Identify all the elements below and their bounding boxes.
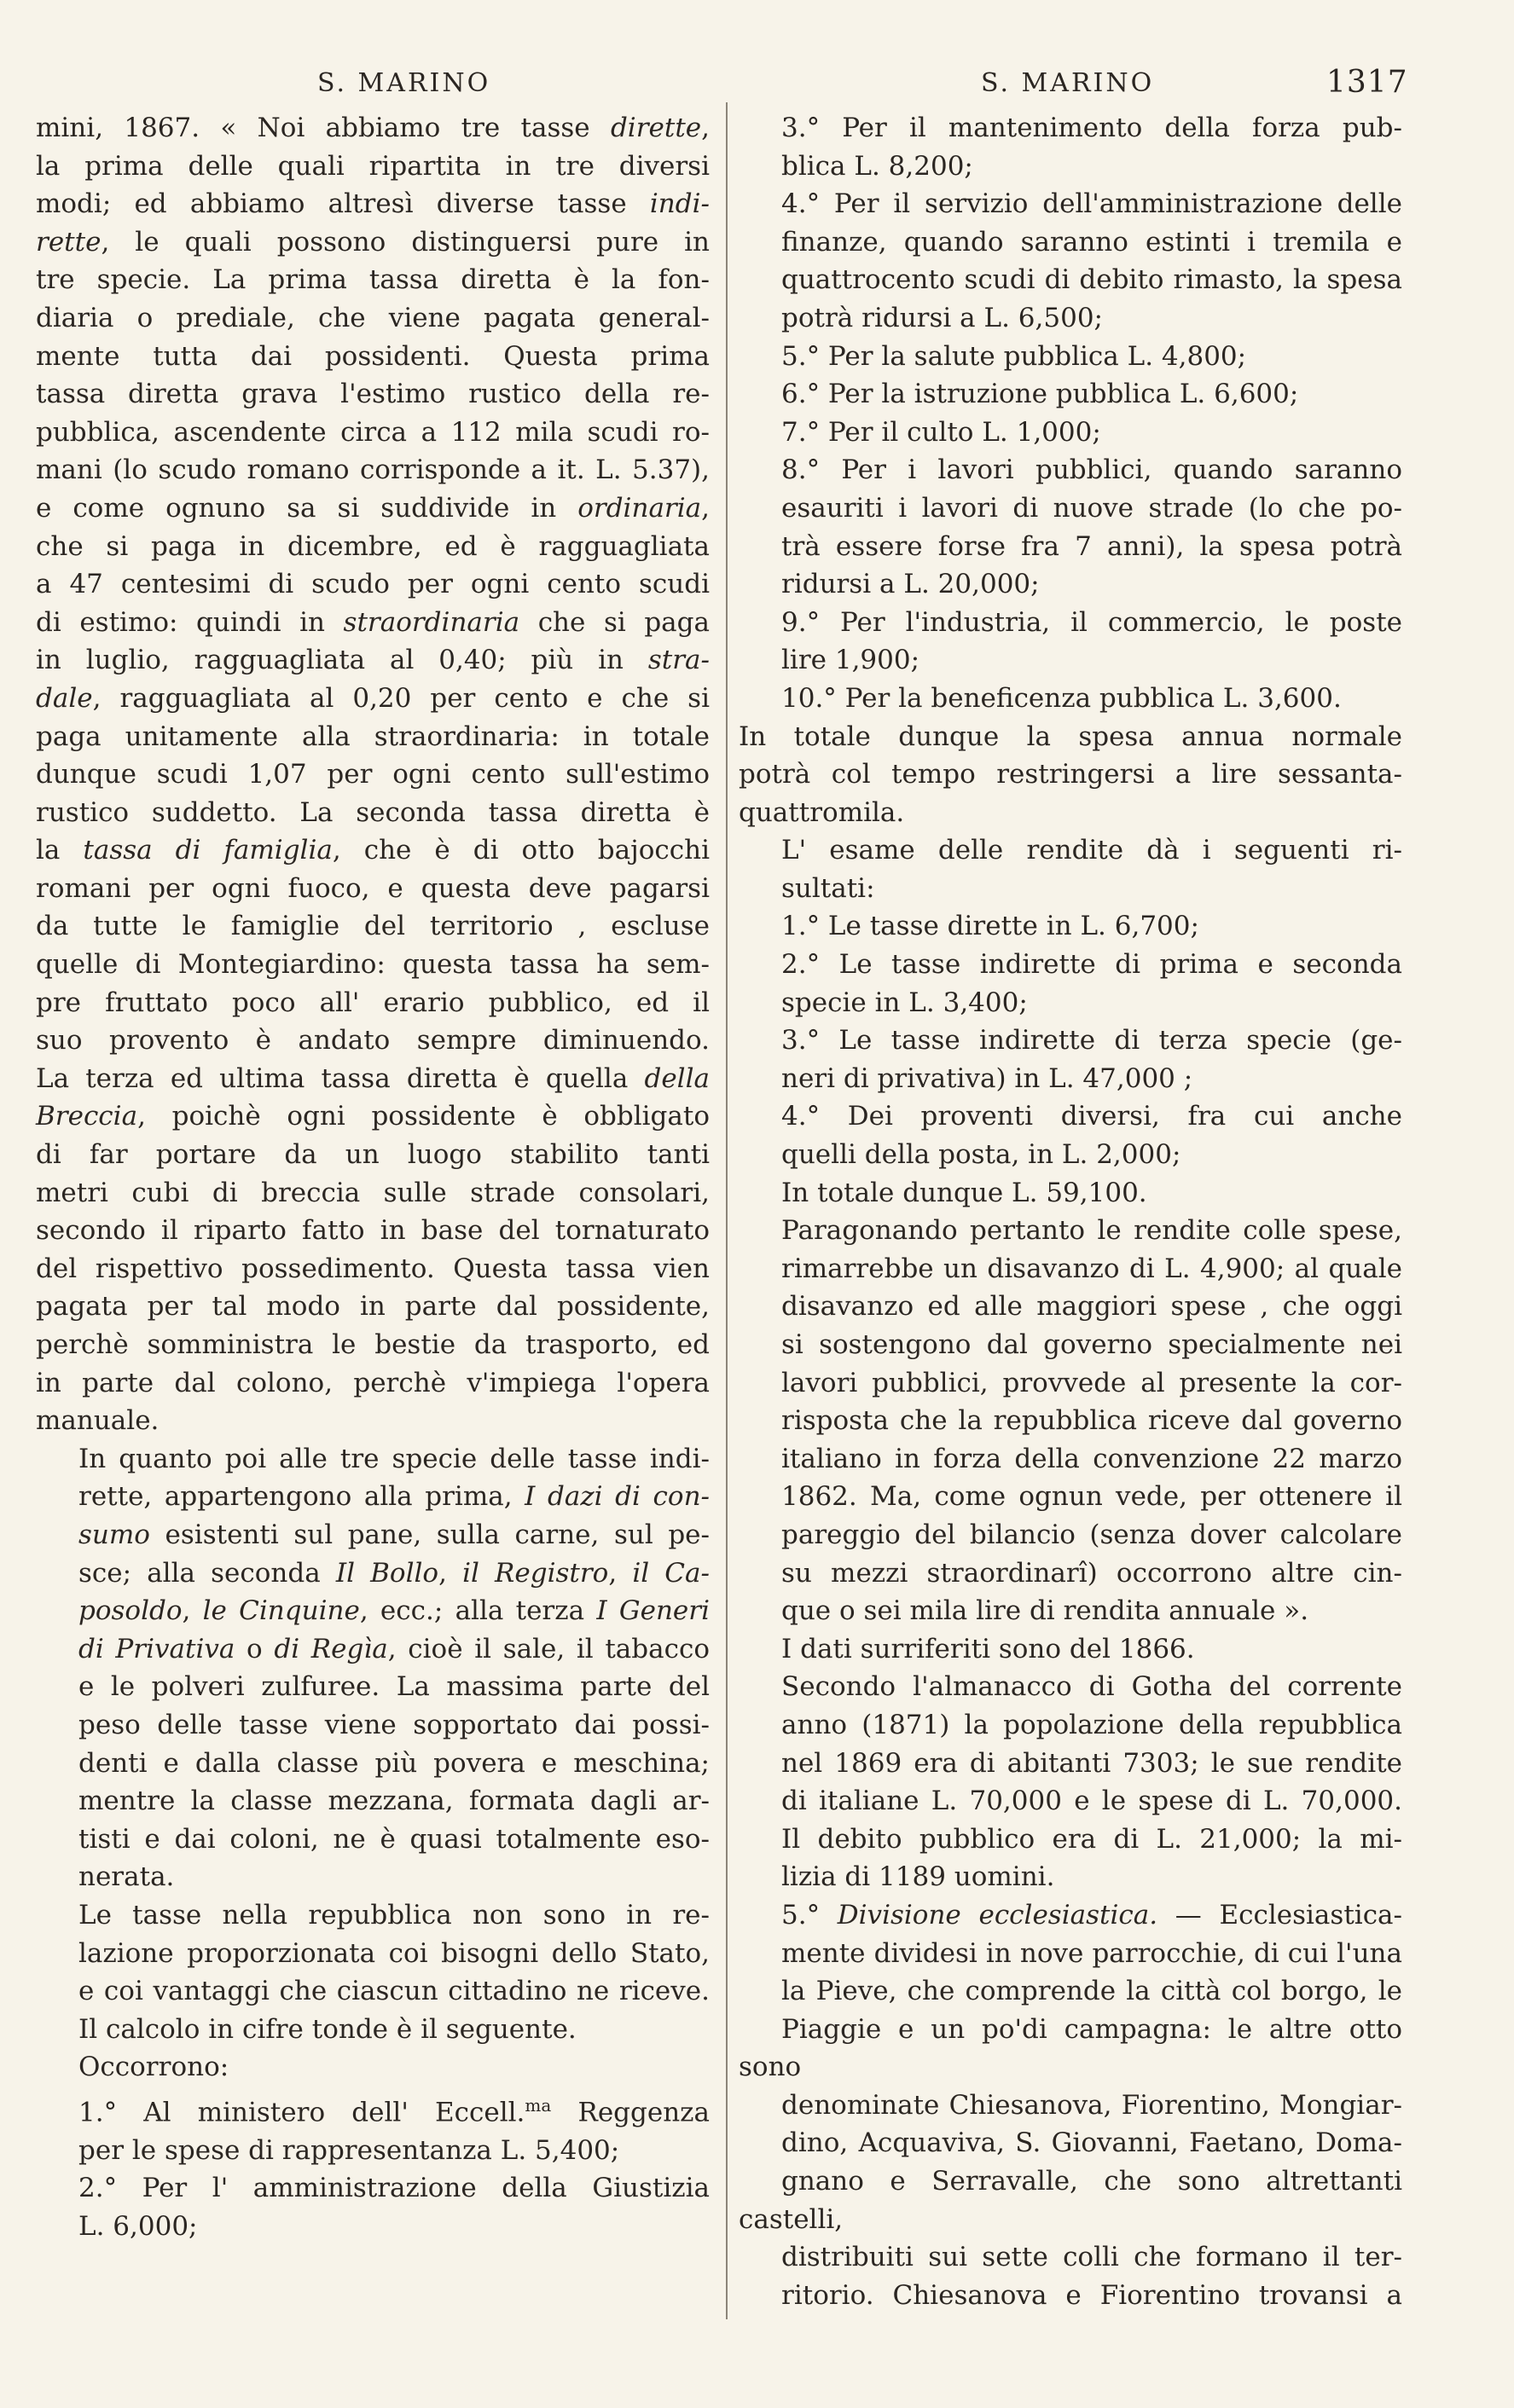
left-column [36,109,710,2246]
text-line: in parte dal colono, perchè v'impiega l'opera [36,1367,710,1398]
text-line: anno (1871) la popolazione della repubblica [781,1709,1402,1740]
text-line: rustico suddetto. La seconda tassa diretta è [36,796,710,828]
text-line: da tutte le famiglie del territorio , escluse [36,911,710,942]
text-line: paga unitamente alla straordinaria: in totale [36,721,710,752]
text-line: mente tutta dai possidenti. Questa prima [36,340,710,372]
text-line: in luglio, ragguagliata al 0,40; più in stra- [36,645,710,676]
paragraph [739,1630,1402,1669]
text-line: manuale. [36,1405,160,1437]
text-line: ridursi a L. 20,000; [781,569,1040,600]
text-line: mani (lo scudo romano corrisponde a it. L. 5.37), [36,454,710,486]
text-line: mentre la classe mezzana, formata dagli ar- [78,1786,710,1817]
text-line: blica L. 8,200; [781,150,973,182]
text-line: tisti e dai coloni, ne è quasi totalmente eso- [78,1823,710,1855]
text-line: peso delle tasse viene sopportato dai possi- [78,1709,710,1740]
paragraph [739,1896,1402,2315]
text-line: 2.° Le tasse indirette di prima e seconda [781,949,1402,981]
text-line: 1862. Ma, come ognun vede, per ottenere il [781,1481,1402,1513]
text-line: posoldo, le Cinquine, ecc.; alla terza I Generi [78,1595,710,1627]
text-line: di far portare da un luogo stabilito tanti [36,1139,710,1171]
text-line: quattrocento scudi di debito rimasto, la spesa [781,264,1402,296]
text-line: esauriti i lavori di nuove strade (lo che po- [781,492,1402,524]
text-line: potrà ridursi a L. 6,500; [781,302,1103,333]
text-line: ritorio. Chiesanova e Fiorentino trovansi a [781,2279,1402,2311]
text-line: potrà col tempo restringersi a lire sessanta- [739,759,1402,790]
text-line: L' esame delle rendite dà i seguenti ri- [781,835,1402,866]
paragraph [739,375,1402,414]
text-line: finanze, quando saranno estinti i tremila e [781,226,1402,258]
text-line: rette, le quali possono distinguersi pure in [36,226,710,258]
text-line: pubblica, ascendente circa a 112 mila scudi ro- [36,416,710,448]
text-line: Il debito pubblico era di L. 21,000; la mi- [781,1823,1402,1855]
text-line: 3.° Per il mantenimento della forza pub- [781,113,1402,143]
text-line: sumo esistenti sul pane, sulla carne, sul pe- [78,1519,710,1550]
text-line: nerata. [78,1861,175,1893]
paragraph [739,414,1402,452]
paragraph [739,1212,1402,1630]
text-line: quattromila. [739,796,905,828]
text-line: Le tasse nella repubblica non sono in re- [78,1899,710,1930]
text-line: di estimo: quindi in straordinaria che si paga [36,606,710,638]
text-line: la Pieve, che comprende la città col borgo, le [781,1976,1402,2007]
text-line: trà essere forse fra 7 anni), la spesa potrà [781,530,1402,562]
text-line: la prima delle quali ripartita in tre diversi [36,150,710,182]
paragraph [739,946,1402,1022]
text-line: specie in L. 3,400; [781,987,1028,1018]
text-line: L. 6,000; [78,2210,198,2242]
text-line: diaria o prediale, che viene pagata general- [36,302,710,333]
text-line: di Privativa o di Regìa, cioè il sale, il tabacco [78,1633,711,1664]
text-line: Secondo l'almanacco di Gotha del corrente [781,1671,1402,1703]
paragraph [739,907,1402,946]
text-line: disavanzo ed alle maggiori spese , che oggi [781,1291,1402,1323]
paragraph [739,338,1402,376]
text-line: gnano e Serravalle, che sono altrettanti castelli, [739,2166,1402,2235]
text-line: la tassa di famiglia, che è di otto bajocchi [36,835,710,866]
text-line: dino, Acquaviva, S. Giovanni, Faetano, Doma- [781,2127,1402,2159]
text-line: 3.° Le tasse indirette di terza specie (ge- [781,1025,1402,1056]
text-line: La terza ed ultima tassa diretta è quella della [36,1062,710,1094]
text-line: lizia di 1189 uomini. [781,1861,1055,1893]
text-line: lire 1,900; [781,645,920,676]
text-line: del rispettivo possedimento. Questa tassa vien [36,1253,710,1284]
text-line: 6.° Per la istruzione pubblica L. 6,600; [781,379,1299,410]
text-line: nel 1869 era di abitanti 7303; le sue rendite [781,1747,1402,1779]
text-line: pareggio del bilancio (senza dover calcolare [781,1519,1402,1550]
text-line: 1.° Al ministero dell' Eccell.$^{ma}$ Reggenza [78,2094,710,2128]
text-line: e come ognuno sa si suddivide in ordinaria, [36,492,710,524]
paragraph [739,1174,1402,1213]
text-line: que o sei mila lire di rendita annuale ». [781,1595,1309,1627]
text-line: 1.° Le tasse dirette in L. 6,700; [781,911,1199,942]
text-line: neri di privativa) in L. 47,000 ; [781,1062,1193,1094]
text-line: 8.° Per i lavori pubblici, quando saranno [781,454,1402,486]
paragraph [739,109,1402,185]
text-line: sce; alla seconda Il Bollo, il Registro, il Ca- [78,1557,710,1589]
paragraph [36,2048,710,2087]
text-line: e le polveri zulfuree. La massima parte del [78,1671,710,1703]
text-line: rimarrebbe un disavanzo di L. 4,900; al quale [781,1253,1402,1284]
paragraph [36,2169,710,2245]
text-line: di italiane L. 70,000 e le spese di L. 70,000. [781,1786,1402,1817]
paragraph [739,680,1402,718]
text-line: 5.° Per la salute pubblica L. 4,800; [781,340,1247,372]
right-column [739,109,1402,2314]
paragraph [739,604,1402,680]
text-line: rette, appartengono alla prima, I dazi di con- [78,1481,711,1513]
text-line: 9.° Per l'industria, il commercio, le poste [781,606,1402,638]
text-line: 7.° Per il culto L. 1,000; [781,416,1101,448]
text-line: lavori pubblici, provvede al presente la cor- [781,1367,1402,1398]
text-line: lazione proporzionata coi bisogni dello Stato, [78,1937,710,1969]
text-line: pre fruttato poco all' erario pubblico, ed il [36,987,710,1018]
text-line: distribuiti sui sette colli che formano il ter- [781,2242,1402,2273]
paragraph [739,185,1402,337]
text-line: si sostengono dal governo specialmente nei [781,1329,1402,1360]
text-line: dunque scudi 1,07 per ogni cento sull'estimo [36,759,710,790]
text-line: mente dividesi in nove parrocchie, di cui l'una [781,1937,1402,1969]
text-line: su mezzi straordinarî) occorrono altre cin- [781,1557,1402,1589]
text-line: 4.° Dei proventi diversi, fra cui anche [781,1101,1402,1132]
text-line: pagata per tal modo in parte dal possidente, [36,1291,710,1323]
text-line: denti e dalla classe più povera e meschina; [78,1747,710,1779]
text-line: In quanto poi alle tre specie delle tasse indi- [78,1443,710,1474]
paragraph [36,109,710,1440]
text-line: mini, 1867. « Noi abbiamo tre tasse dirette, [36,113,710,143]
column-divider [726,102,728,2319]
paragraph [739,1097,1402,1173]
paragraph [739,1022,1402,1097]
paragraph [36,2087,710,2170]
text-line: In totale dunque L. 59,100. [781,1177,1147,1208]
text-line: e coi vantaggi che ciascun cittadino ne riceve. [78,1976,710,2007]
text-line: denominate Chiesanova, Fiorentino, Mongiar- [781,2089,1402,2121]
text-line: I dati surriferiti sono del 1866. [781,1633,1195,1664]
text-line: Il calcolo in cifre tonde è il seguente. [78,2013,577,2045]
text-line: modi; ed abbiamo altresì diverse tasse indi- [36,188,711,220]
text-line: 10.° Per la beneficenza pubblica L. 3,600. [781,682,1342,714]
paragraph [739,831,1402,907]
text-line: perchè somministra le bestie da trasporto, ed [36,1329,710,1360]
text-line: tassa diretta grava l'estimo rustico della re- [36,379,710,410]
text-line: metri cubi di breccia sulle strade consolari, [36,1177,710,1208]
text-line: In totale dunque la spesa annua normale [739,721,1402,752]
text-line: quelli della posta, in L. 2,000; [781,1139,1181,1171]
running-head-right: S. MARINO [981,68,1155,98]
text-line: suo provento è andato sempre diminuendo. [36,1025,710,1056]
text-line: 4.° Per il servizio dell'amministrazione delle [781,188,1402,220]
paragraph [36,2011,710,2049]
paragraph [36,1440,710,1896]
text-line: 5.° Divisione ecclesiastica. — Ecclesiastica- [781,1899,1403,1930]
text-line: risposta che la repubblica riceve dal governo [781,1405,1402,1437]
text-line: per le spese di rappresentanza L. 5,400; [78,2134,620,2166]
page-number: 1317 [1326,65,1408,100]
text-line: Breccia, poichè ogni possidente è obbligato [36,1101,710,1132]
text-line: quelle di Montegiardino: questa tassa ha sem- [36,949,710,981]
paragraph [36,1896,710,2011]
text-line: Piaggie e un po'di campagna: le altre otto sono [739,2013,1402,2083]
text-line: romani per ogni fuoco, e questa deve pagarsi [36,872,710,904]
paragraph [739,1668,1402,1896]
text-line: 2.° Per l' amministrazione della Giustizia [78,2173,710,2204]
text-line: dale, ragguagliata al 0,20 per cento e che si [36,682,710,714]
text-line: sultati: [781,872,875,904]
running-head-left: S. MARINO [317,68,491,98]
section-heading: Divisione ecclesiastica. [837,1899,1158,1930]
text-line: che si paga in dicembre, ed è ragguagliata [36,530,710,562]
text-line: a 47 centesimi di scudo per ogni cento scudi [36,569,710,600]
paragraph [739,451,1402,603]
text-line: Occorrono: [78,2052,229,2083]
text-line: secondo il riparto fatto in base del tornaturato [36,1215,710,1247]
paragraph [739,718,1402,832]
text-line: italiano in forza della convenzione 22 marzo [781,1443,1402,1474]
text-line: Paragonando pertanto le rendite colle spese, [781,1215,1402,1247]
text-line: tre specie. La prima tassa diretta è la fon- [36,264,710,296]
